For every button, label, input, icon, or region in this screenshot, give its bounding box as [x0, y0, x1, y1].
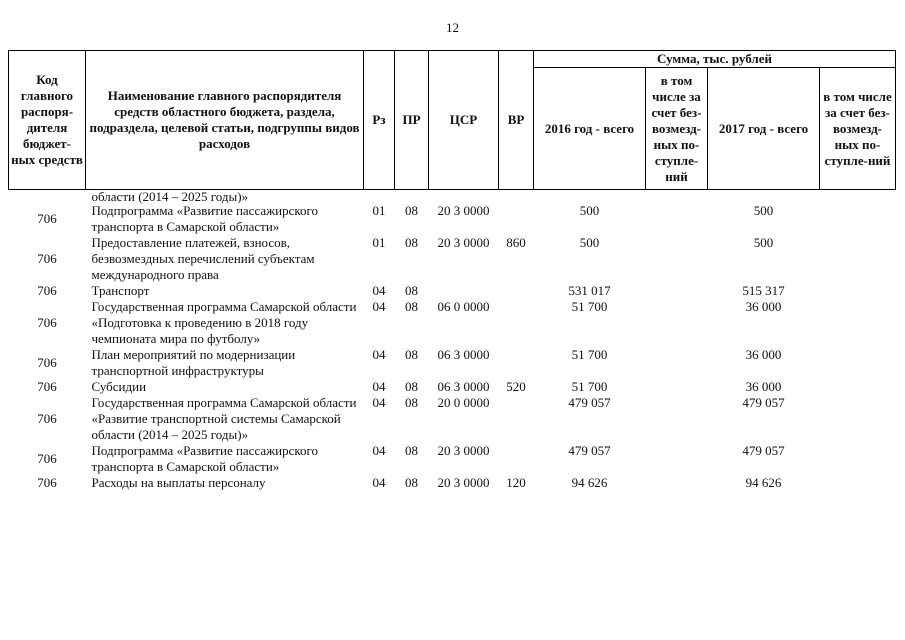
header-2017-total: 2017 год - всего: [708, 68, 820, 190]
row-2017-total: 500: [753, 235, 774, 250]
row-vr: [499, 203, 534, 235]
row-csr: 20 3 0000: [437, 475, 490, 490]
row-pr: 08: [405, 443, 418, 458]
row-2016-total: 500: [579, 203, 600, 218]
row-rz: 04: [372, 395, 386, 410]
row-2016-total: 531 017: [568, 283, 611, 298]
row-2016-free: [646, 299, 708, 347]
continued-row: [9, 190, 896, 204]
row-vr: 520: [506, 379, 526, 394]
row-name: Подпрограмма «Развитие пассажирского транспорта в Самарской области»: [91, 203, 319, 234]
row-2016-free: [646, 395, 708, 443]
header-2017-free: в том числе за счет без-возмезд-ных по-ступле-ний: [820, 68, 896, 190]
row-2017-total: 515 317: [742, 283, 785, 298]
row-2016-free: [646, 283, 708, 299]
row-vr: 860: [506, 235, 526, 250]
table-row: [9, 203, 896, 235]
row-name: Предоставление платежей, взносов, безвозмездных перечислений субъектам международного права: [91, 235, 315, 282]
row-2016-total: 51 700: [571, 299, 608, 314]
row-rz: 04: [372, 347, 386, 362]
header-2016-total: 2016 год - всего: [534, 68, 646, 190]
row-name: Подпрограмма «Развитие пассажирского транспорта в Самарской области»: [91, 443, 319, 474]
row-code: 706: [37, 475, 57, 490]
row-rz: 04: [372, 299, 386, 314]
row-code: 706: [37, 315, 57, 330]
row-csr: 20 3 0000: [437, 203, 490, 218]
row-pr: 08: [405, 299, 418, 314]
row-rz: 01: [372, 235, 386, 250]
row-code: 706: [37, 451, 57, 466]
row-vr: [499, 283, 534, 299]
table-row: [9, 475, 896, 491]
row-2017-free: [820, 395, 896, 443]
row-2017-total: 500: [753, 203, 774, 218]
row-2016-free: [646, 379, 708, 395]
row-csr: 20 0 0000: [437, 395, 490, 410]
header-csr: ЦСР: [429, 51, 499, 190]
row-2016-free: [646, 235, 708, 283]
row-2017-free: [820, 203, 896, 235]
row-rz: 04: [372, 475, 386, 490]
row-2017-total: 36 000: [745, 379, 782, 394]
row-2016-total: 500: [579, 235, 600, 250]
row-name: Государственная программа Самарской области «Развитие транспортной системы Самарской области (2014 – 2025 годы)»: [91, 395, 357, 442]
row-code: 706: [37, 379, 57, 394]
row-pr: 08: [405, 235, 418, 250]
table-row: [9, 379, 896, 395]
row-2017-total: 36 000: [745, 299, 782, 314]
header-code: Код главного распоря-дителя бюджет-ных средств: [9, 51, 86, 190]
table-row: [9, 283, 896, 299]
row-rz: 04: [372, 379, 386, 394]
header-sum: Сумма, тыс. рублей: [534, 51, 896, 68]
row-2017-total: 479 057: [742, 443, 785, 458]
budget-table: [8, 50, 896, 491]
row-csr: 06 3 0000: [437, 379, 490, 394]
row-pr: 08: [405, 475, 418, 490]
row-2016-free: [646, 203, 708, 235]
row-2016-free: [646, 475, 708, 491]
row-2017-free: [820, 475, 896, 491]
row-rz: 04: [372, 443, 386, 458]
row-2016-total: 51 700: [571, 379, 608, 394]
table-row: [9, 235, 896, 283]
row-name: Транспорт: [91, 283, 150, 298]
row-2017-total: 94 626: [745, 475, 782, 490]
row-pr: 08: [405, 283, 418, 298]
row-pr: 08: [405, 203, 418, 218]
header-pr: ПР: [395, 51, 429, 190]
header-2016-free: в том числе за счет без-возмезд-ных по-ступле-ний: [646, 68, 708, 190]
row-csr: 06 0 0000: [437, 299, 490, 314]
row-rz: 01: [372, 203, 386, 218]
row-code: 706: [37, 211, 57, 226]
row-2016-free: [646, 443, 708, 475]
header-rz: Рз: [364, 51, 395, 190]
row-vr: [499, 443, 534, 475]
row-2017-free: [820, 299, 896, 347]
row-vr: [499, 347, 534, 379]
row-code: 706: [37, 355, 57, 370]
table-row: [9, 347, 896, 379]
continued-name: области (2014 – 2025 годы)»: [91, 189, 249, 204]
row-2017-total: 479 057: [742, 395, 785, 410]
table-body: [9, 190, 896, 492]
row-name: Расходы на выплаты персоналу: [91, 475, 266, 490]
row-name: План мероприятий по модернизации транспортной инфраструктуры: [91, 347, 296, 378]
row-pr: 08: [405, 347, 418, 362]
table-row: [9, 443, 896, 475]
row-2016-total: 94 626: [571, 475, 608, 490]
row-code: 706: [37, 283, 57, 298]
row-csr: 06 3 0000: [437, 347, 490, 362]
row-2016-total: 479 057: [568, 395, 611, 410]
row-code: 706: [37, 251, 57, 266]
row-2017-free: [820, 443, 896, 475]
row-pr: 08: [405, 395, 418, 410]
table-header: [9, 51, 896, 190]
row-2016-free: [646, 347, 708, 379]
row-2017-free: [820, 379, 896, 395]
row-vr: [499, 299, 534, 347]
row-name: Субсидии: [91, 379, 147, 394]
row-name: Государственная программа Самарской области «Подготовка к проведению в 2018 году чемпионата мира по футболу»: [91, 299, 357, 346]
row-csr: 20 3 0000: [437, 443, 490, 458]
row-2017-free: [820, 283, 896, 299]
header-vr: ВР: [499, 51, 534, 190]
row-rz: 04: [372, 283, 386, 298]
row-2017-free: [820, 347, 896, 379]
row-2016-total: 479 057: [568, 443, 611, 458]
row-code: 706: [37, 411, 57, 426]
row-vr: 120: [506, 475, 526, 490]
row-2016-total: 51 700: [571, 347, 608, 362]
row-vr: [499, 395, 534, 443]
row-2017-free: [820, 235, 896, 283]
page-number: 12: [446, 20, 459, 35]
row-csr: 20 3 0000: [437, 235, 490, 250]
row-csr: [429, 283, 499, 299]
header-name: Наименование главного распорядителя средств областного бюджета, раздела, подраздела, целевой статьи, подгруппы видов расходов: [86, 51, 364, 190]
table-row: [9, 299, 896, 347]
table-row: [9, 395, 896, 443]
row-2017-total: 36 000: [745, 347, 782, 362]
row-pr: 08: [405, 379, 418, 394]
